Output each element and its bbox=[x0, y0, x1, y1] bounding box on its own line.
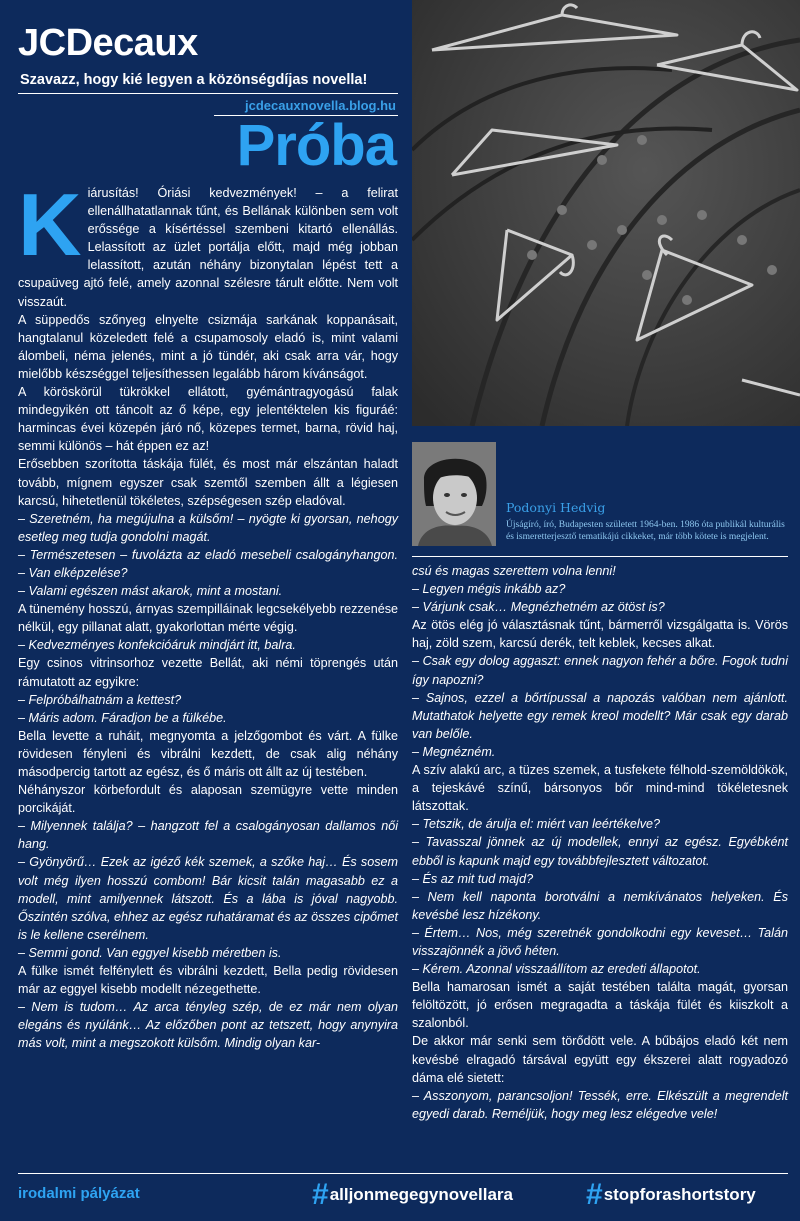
author-portrait bbox=[412, 442, 496, 546]
paragraph: Erősebben szorította táskája fülét, és most már elszántan haladt tovább, mígnem egyszer csak szemtől szemben állt a légiesen karcsú, hihetetlenül tökéletes, szépségesen szép eladóval. bbox=[18, 457, 398, 508]
tagline: Szavazz, hogy kié legyen a közönségdíjas novella! bbox=[20, 72, 368, 88]
coat-hangers-photo bbox=[412, 0, 800, 426]
story-title: Próba bbox=[236, 113, 396, 178]
paragraph: A köröskörül tükrökkel ellátott, gyémántragyogású falak mindegyikén ott táncolt az ő képe, egy jelentéktelen kis figuráé: harmincas évei közepén járó nő, közepes termet, barna, rövid haj, semmi különös – hát éppen ez az! bbox=[18, 385, 398, 454]
dialogue: – Felpróbálhatnám a kettest? bbox=[18, 692, 182, 707]
paragraph: iárusítás! Óriási kedvezmények! – a felirat ellenállhatatlannak tűnt, és Bellának különben sem volt erőssége a kísértéssel szembeni kitartó ellenállás. Lelassított az üzlet portálja előtt, majd még jobban lelassított, azután néhány bizonytalan lépést tett a csupaüveg ajtó felé, amely azonnal szélesre tárult előtte. Nem volt visszaút. bbox=[18, 186, 398, 309]
paragraph: Egy csinos vitrinsorhoz vezette Bellát, aki némi töprengés után rámutatott az egyikre: bbox=[18, 656, 398, 689]
blog-link[interactable]: jcdecauxnovella.blog.hu bbox=[245, 98, 396, 113]
dialogue: – Természetesen – fuvolázta az eladó mesebeli csalogányhangon. – Van elképzelése? bbox=[18, 547, 398, 580]
dialogue: – Csak egy dolog aggaszt: ennek nagyon fehér a bőre. Fogok tudni így napozni? bbox=[412, 654, 788, 687]
paragraph: A tünemény hosszú, árnyas szempilláinak legcsekélyebb rezzenése nélkül, egy pillanat alatt, gyakorlottan mérte végig. bbox=[18, 602, 398, 635]
dialogue: – Valami egészen mást akarok, mint a mostani. bbox=[18, 584, 283, 599]
dialogue: – Nem kell naponta borotválni a nemkívánatos helyeken. És kevésbé lesz hízékony. bbox=[412, 889, 788, 922]
paragraph: Bella hamarosan ismét a saját testében találta magát, gyorsan felöltözött, jó erősen megragadta a táskája fülét és kiiszkolt a szalonból. bbox=[412, 980, 788, 1031]
dialogue: – Nem is tudom… Az arca tényleg szép, de ez már nem olyan elegáns és nyúlánk… Az előzőben pont az tetszett, hogy anynyira más volt, mint a megszokott külsőm. Mindig olyan kar- bbox=[18, 1000, 398, 1051]
dialogue: – Sajnos, ezzel a bőrtípussal a napozás valóban nem ajánlott. Mutathatok helyette egy remek kreol modellt? Már csak egy darab van belőle. bbox=[412, 690, 788, 741]
story-column-1 bbox=[18, 175, 398, 1053]
dialogue: – Asszonyom, parancsoljon! Tessék, erre. Elkészült a megrendelt egyedi darab. Reméljük, hogy meg lesz elégedve vele! bbox=[412, 1088, 788, 1121]
paragraph: Bella levette a ruháit, megnyomta a jelzőgombot és várt. A fülke rövidesen fényleni és vibrálni kezdett, de csak alig néhány másodpercig tartott az egész, és ő máris ott állt az új testében. bbox=[18, 728, 398, 779]
author-name: Podonyi Hedvig bbox=[506, 500, 606, 515]
dialogue: – Kedvezményes konfekcióáruk mindjárt itt, balra. bbox=[18, 638, 296, 653]
divider bbox=[18, 93, 398, 94]
paragraph: Az ötös elég jó választásnak tűnt, bármerről vizsgálgatta is. Vörös haj, zöld szem, karcsú derék, telt keblek, kecses alkat. bbox=[412, 618, 788, 651]
dialogue: csú és magas szerettem volna lenni! bbox=[412, 564, 616, 578]
story-column-2 bbox=[412, 562, 788, 1123]
hashtag-text: stopforashortstory bbox=[603, 1185, 756, 1204]
paragraph: A szív alakú arc, a tüzes szemek, a tusfekete félhold-szemöldökök, a tejeskávé színű, bársonyos bőr mind-mind tökéletesnek látszottak. bbox=[412, 763, 788, 814]
divider bbox=[18, 1173, 788, 1174]
dialogue: – Megnézném. bbox=[412, 744, 496, 759]
paragraph: A fülke ismét felfénylett és vibrálni kezdett, Bella pedig rövidesen már az eggyel kisebb modellt nézegethette. bbox=[18, 964, 398, 997]
dialogue: – Értem… Nos, még szeretnék gondolkodni egy keveset… Talán visszajönnék a jövő héten. bbox=[412, 925, 788, 958]
jcdecaux-logo: JCDecaux bbox=[18, 22, 198, 64]
paragraph: Néhányszor körbefordult és alaposan szemügyre vette minden porcikáját. bbox=[18, 783, 398, 816]
hashtag-icon: # bbox=[586, 1178, 603, 1211]
dialogue: – Kérem. Azonnal visszaállítom az eredeti állapotot. bbox=[412, 962, 701, 977]
dialogue: – Tavasszal jönnek az új modellek, ennyi az egész. Egyébként ebből is kapunk majd egy továbbfejlesztett változatot. bbox=[412, 835, 788, 868]
author-bio: Újságíró, író, Budapesten született 1964-ben. 1986 óta publikál kulturális és ismeretterjesztő tematikájú cikkeket, már több kötete is megjelent. bbox=[506, 520, 785, 542]
dialogue: – Gyönyörű… Ezek az igéző kék szemek, a szőke haj… És sosem volt még ilyen hosszú combom! Bár kicsit talán magasabb ez a modell, mint amilyennek látszott. És a lába is jóval nagyobb. Őszintén szólva, ehhez az egész ruhatáramat és az összes cipőmet is le kellene cserélnem. bbox=[18, 855, 398, 942]
dialogue: – És az mit tud majd? bbox=[412, 871, 534, 886]
paragraph: A süppedős szőnyeg elnyelte csizmája sarkának koppanásait, hangtalanul közeledett felé a csupamosoly eladó is, mint valami álombeli, néma jelenés, mint a jó tündér, aki csak arra vár, hogy mielőbb készséggel teljesíthessen legalább három kívánságot. bbox=[18, 312, 398, 381]
dialogue: – Szeretném, ha megújulna a külsőm! – nyögte ki gyorsan, nehogy esetleg meg tudja gondolni magát. bbox=[18, 511, 398, 544]
dialogue: – Milyennek találja? – hangzott fel a csalogányosan dallamos női hang. bbox=[18, 819, 398, 852]
hashtag-alljonmegegynovellara[interactable] bbox=[312, 1178, 513, 1212]
hashtag-icon: # bbox=[312, 1178, 329, 1211]
footer-competition-label: irodalmi pályázat bbox=[18, 1185, 140, 1202]
dialogue: – Legyen mégis inkább az? bbox=[412, 582, 566, 597]
divider bbox=[412, 556, 788, 557]
hashtag-text: alljonmegegynovellara bbox=[329, 1185, 513, 1204]
dialogue: – Várjunk csak… Megnézhetném az ötöst is? bbox=[412, 600, 665, 615]
drop-cap: K bbox=[18, 175, 82, 274]
dialogue: – Semmi gond. Van eggyel kisebb méretben is. bbox=[18, 945, 282, 960]
dialogue: – Máris adom. Fáradjon be a fülkébe. bbox=[18, 710, 227, 725]
paragraph: De akkor már senki sem törődött vele. A bűbájos eladó két nem kevésbé elragadó társával együtt egy ékszerei alatt rogyadozó dáma elé sietett: bbox=[412, 1034, 788, 1085]
hashtag-stopforashortstory[interactable] bbox=[586, 1178, 756, 1212]
dialogue: – Tetszik, de árulja el: miért van leértékelve? bbox=[412, 817, 661, 832]
